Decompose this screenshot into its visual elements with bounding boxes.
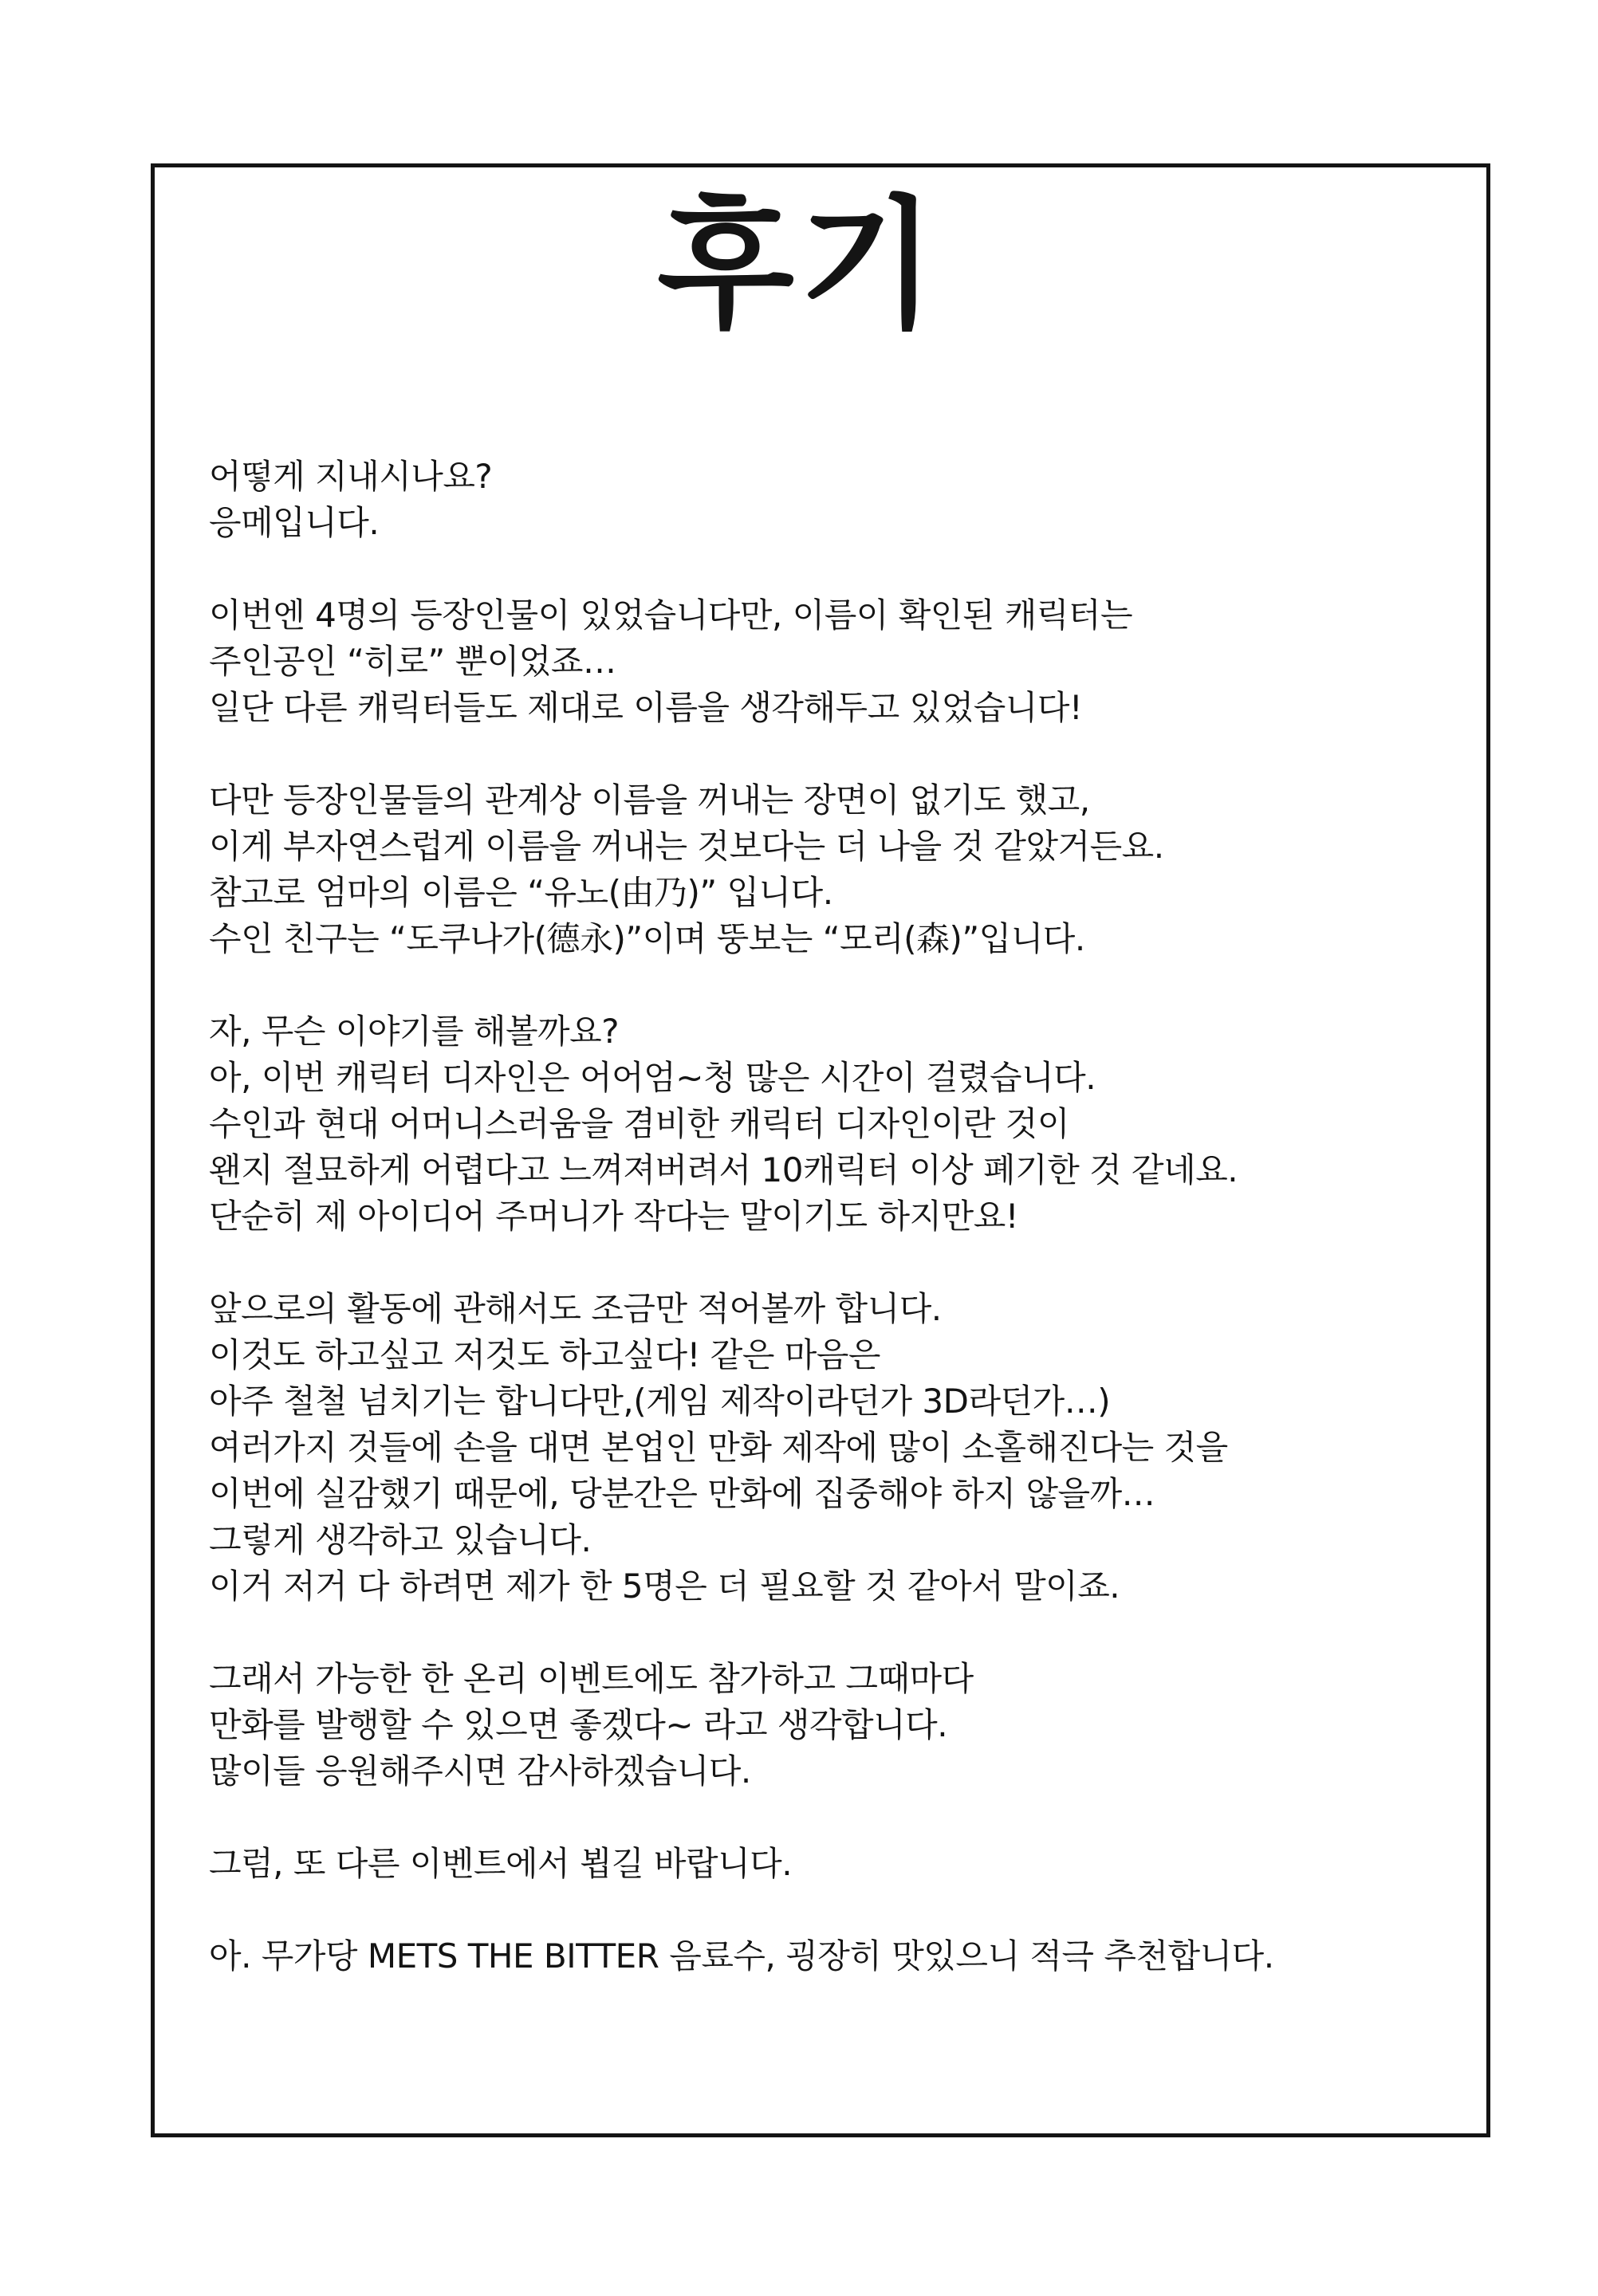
- text-line: 어떻게 지내시나요?: [209, 457, 493, 496]
- paragraph-greeting: [209, 454, 1453, 546]
- text-line: 이거 저거 다 하려면 제가 한 5명은 더 필요할 것 같아서 말이죠.: [209, 1567, 1120, 1606]
- paragraph-farewell: [209, 1841, 1453, 1887]
- text-line: 앞으로의 활동에 관해서도 조금만 적어볼까 합니다.: [209, 1289, 942, 1328]
- text-line: 만화를 발행할 수 있으면 좋겠다~ 라고 생각합니다.: [209, 1705, 948, 1744]
- text-line: 참고로 엄마의 이름은 “유노(由乃)” 입니다.: [209, 873, 833, 912]
- text-line: 아. 무가당 METS THE BITTER 음료수, 굉장히 맛있으니 적극 추천합니다.: [209, 1936, 1274, 1976]
- text-line: 이게 부자연스럽게 이름을 꺼내는 것보다는 더 나을 것 같았거든요.: [209, 827, 1164, 866]
- text-line: 많이들 응원해주시면 감사하겠습니다.: [209, 1751, 751, 1791]
- text-line: 아주 철철 넘치기는 합니다만,(게임 제작이라던가 3D라던가…): [209, 1382, 1111, 1421]
- text-line: 아, 이번 캐릭터 디자인은 어어엄~청 많은 시간이 걸렸습니다.: [209, 1058, 1096, 1097]
- text-line: 자, 무슨 이야기를 해볼까요?: [209, 1012, 619, 1051]
- text-line: 다만 등장인물들의 관계상 이름을 꺼내는 장면이 없기도 했고,: [209, 780, 1090, 820]
- paragraph-plans: [209, 1286, 1453, 1610]
- text-line: 이번에 실감했기 때문에, 당분간은 만화에 집중해야 하지 않을까…: [209, 1474, 1155, 1513]
- afterword-body: [209, 454, 1453, 2026]
- paragraph-design: [209, 1008, 1453, 1240]
- text-line: 왠지 절묘하게 어렵다고 느껴져버려서 10캐릭터 이상 폐기한 것 같네요.: [209, 1150, 1238, 1189]
- text-line: 주인공인 “히로” 뿐이었죠…: [209, 642, 616, 681]
- paragraph-postscript: [209, 1933, 1453, 1980]
- text-line: 응메입니다.: [209, 503, 380, 542]
- page-title: 후기: [657, 183, 941, 348]
- text-line: 그럼, 또 다른 이벤트에서 뵙길 바랍니다.: [209, 1844, 793, 1883]
- paragraph-events: [209, 1656, 1453, 1795]
- text-line: 그렇게 생각하고 있습니다.: [209, 1520, 592, 1559]
- text-line: 그래서 가능한 한 온리 이벤트에도 참가하고 그때마다: [209, 1659, 974, 1698]
- text-line: 이번엔 4명의 등장인물이 있었습니다만, 이름이 확인된 캐릭터는: [209, 596, 1133, 635]
- text-line: 수인과 현대 어머니스러움을 겸비한 캐릭터 디자인이란 것이: [209, 1104, 1069, 1143]
- paragraph-characters: [209, 592, 1453, 731]
- text-line: 단순히 제 아이디어 주머니가 작다는 말이기도 하지만요!: [209, 1197, 1019, 1236]
- text-line: 수인 친구는 “도쿠나가(德永)”이며 뚱보는 “모리(森)”입니다.: [209, 919, 1085, 958]
- paragraph-names: [209, 777, 1453, 962]
- text-line: 일단 다른 캐릭터들도 제대로 이름을 생각해두고 있었습니다!: [209, 688, 1083, 727]
- text-line: 이것도 하고싶고 저것도 하고싶다! 같은 마음은: [209, 1335, 880, 1374]
- text-line: 여러가지 것들에 손을 대면 본업인 만화 제작에 많이 소홀해진다는 것을: [209, 1428, 1228, 1467]
